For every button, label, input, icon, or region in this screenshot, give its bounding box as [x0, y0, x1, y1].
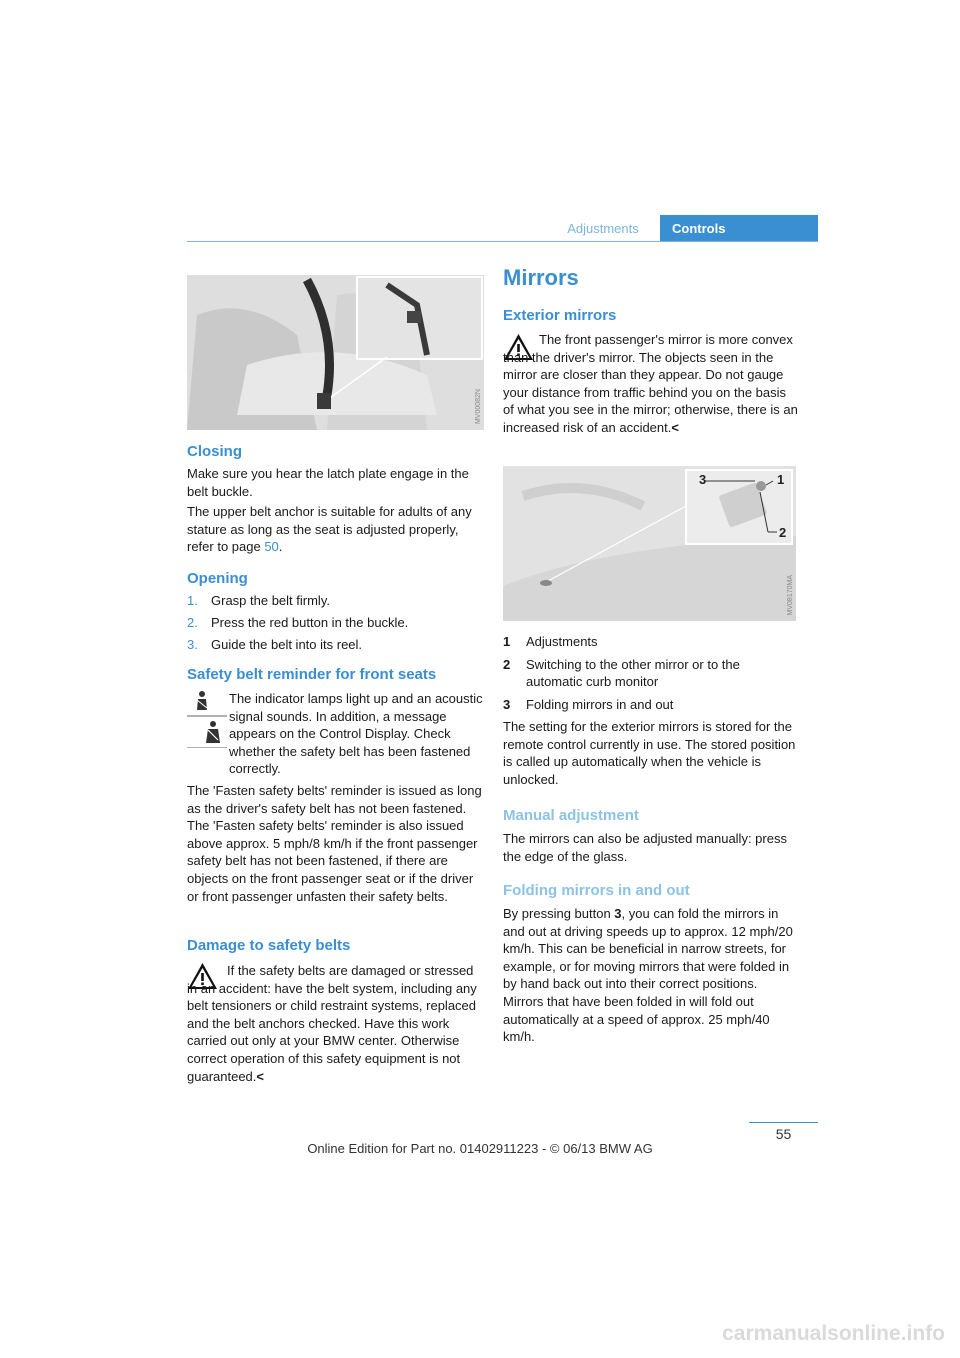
folding-text-end: , you can fold the mirrors in and out at driving speeds up to approx. 12 mph/20 km/h. This can be beneficial in narrow streets, for example, or for moving mirrors that were folded in by hand back out into their correct positions. Mirrors that have been folded in will fold out automatically at a speed of approx. 25 mph/40 km/h. — [503, 906, 793, 1045]
closing-heading: Closing — [187, 443, 242, 460]
warning-text: The front passenger's mirror is more convex than the driver's mirror. The objects seen in the mirror are closer than they appear. Do not gauge your distance from traffic behind you on the basis of what you see in the mirror; otherwise, there is an increased risk of an accident. — [503, 332, 798, 435]
watermark: carmanualsonline.info — [722, 1322, 945, 1345]
step-text: Guide the belt into its reel. — [211, 637, 363, 652]
edition-footer: Online Edition for Part no. 01402911223 - © 06/13 BMW AG — [307, 1141, 653, 1156]
step-number: 2. — [187, 615, 198, 630]
reminder-paragraph-2: The 'Fasten safety belts' reminder is issued as long as the driver's safety belt has not been fastened. The 'Fasten safety belts' reminder is also issued above approx. 5 mph/8 km/h if the front passenger safety belt has not been fastened, if there are objects on the front passenger seat or if the driver or front passenger unfasten their safety belts. — [187, 783, 482, 904]
header-divider — [187, 241, 818, 242]
legend-number: 1 — [503, 634, 511, 649]
closing-paragraph-1: Make sure you hear the latch plate engage in the belt buckle. — [187, 466, 469, 499]
callout-2: 2 — [779, 525, 787, 540]
seat-belt-illustration — [187, 275, 484, 430]
reminder-paragraph-1: The indicator lamps light up and an acoustic signal sounds. In addition, a message appears on the Control Display. Check whether the safety belt has been fastened correctly. — [229, 691, 483, 777]
mirror-legend — [503, 633, 798, 718]
closing-paragraph-2 — [187, 503, 484, 556]
stored-setting-paragraph: The setting for the exterior mirrors is stored for the remote control currently in use. The stored position is called up automatically when the vehicle is unlocked. — [503, 719, 796, 787]
photo-code: MV00082N — [475, 388, 482, 424]
header-chapter-label: Controls — [660, 215, 818, 242]
exterior-warning — [503, 331, 798, 437]
step-text: Press the red button in the buckle. — [211, 615, 409, 630]
step-number: 1. — [187, 593, 198, 608]
damage-text: If the safety belts are damaged or stressed in an accident: have the belt system, including any belt tensioners or child restraint systems, replaced and the belt anchors checked. Have this work carried out only at your BMW center. Otherwise correct operation of this safety equipment is not guaranteed. — [187, 963, 477, 1084]
step-text: Grasp the belt firmly. — [211, 593, 330, 608]
damage-heading: Damage to safety belts — [187, 937, 351, 954]
step-number: 3. — [187, 637, 198, 652]
button-ref: 3 — [614, 906, 622, 921]
legend-text: Switching to the other mirror or to the automatic curb monitor — [526, 656, 740, 690]
footer-divider — [749, 1122, 818, 1123]
photo-code: MV08170MA — [787, 574, 794, 615]
damage-paragraph — [187, 962, 484, 1085]
manual-adjustment-heading: Manual adjustment — [503, 807, 639, 824]
list-item — [503, 696, 798, 714]
mirrors-heading: Mirrors — [503, 265, 579, 290]
callout-1: 1 — [777, 472, 785, 487]
end-mark: < — [256, 1068, 264, 1084]
page-ref-link[interactable]: 50 — [264, 539, 279, 555]
folding-text-start: By pressing button — [503, 906, 615, 921]
list-item — [503, 633, 798, 651]
list-item — [187, 634, 484, 656]
reminder-heading: Safety belt reminder for front seats — [187, 666, 437, 683]
list-item — [187, 612, 484, 634]
legend-text: Adjustments — [526, 634, 598, 649]
closing-p2-text: The upper belt anchor is suitable for adults of any stature as long as the seat is adjusted properly, refer to page — [187, 504, 472, 555]
mirror-controls-photo — [503, 466, 796, 621]
header-section-label: Adjustments — [567, 221, 639, 236]
seat-belt-photo — [187, 275, 484, 430]
folding-mirrors-heading: Folding mirrors in and out — [503, 882, 690, 899]
opening-steps — [187, 590, 484, 656]
list-item — [187, 590, 484, 612]
end-mark: < — [671, 419, 679, 435]
opening-heading: Opening — [187, 570, 248, 587]
list-item — [503, 656, 798, 691]
callout-3: 3 — [699, 472, 707, 487]
legend-text: Folding mirrors in and out — [526, 696, 674, 712]
page-number: 55 — [775, 1126, 792, 1142]
manual-adjustment-paragraph: The mirrors can also be adjusted manually: press the edge of the glass. — [503, 831, 787, 864]
closing-p2-end: . — [278, 539, 283, 555]
legend-number: 2 — [503, 656, 511, 672]
exterior-mirrors-heading: Exterior mirrors — [503, 307, 617, 324]
folding-mirrors-paragraph — [503, 905, 798, 1046]
legend-number: 3 — [503, 696, 511, 712]
mirror-controls-illustration — [503, 466, 796, 621]
